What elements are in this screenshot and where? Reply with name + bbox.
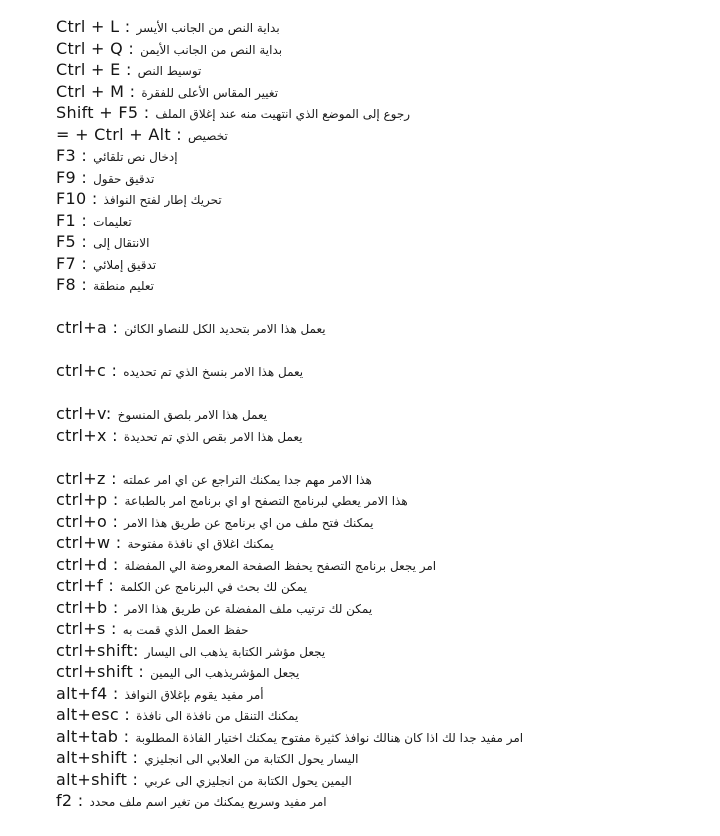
shortcut-line (56, 167, 696, 189)
shortcut-description: تخصيص (187, 128, 228, 143)
shortcut-description: أمر مفيد يقوم بإغلاق النوافذ (124, 687, 264, 702)
shortcut-description: يعمل هذا الامر بقص الذي تم تحديدة (123, 429, 303, 444)
shortcut-description: توسيط النص (137, 64, 202, 78)
shortcut-key: Ctrl + Q : (56, 38, 135, 58)
shortcut-key: alt+shift : (56, 748, 139, 767)
shortcut-line (56, 640, 696, 662)
shortcut-line (56, 253, 696, 275)
shortcut-description: يمكن لك بحث في البرنامج عن الكلمة (120, 580, 307, 594)
shortcut-line (56, 726, 696, 748)
shortcut-line (56, 145, 696, 167)
shortcut-description: يعمل هذا الامر بنسخ الذي تم تحديده (123, 365, 304, 379)
shortcut-line (56, 102, 696, 124)
shortcut-key: Ctrl + L : (56, 17, 131, 36)
shortcut-key: F7 : (56, 253, 88, 273)
shortcut-line (56, 511, 696, 533)
shortcut-description: يمكن لك ترتيب ملف المفضلة عن طريق هذا الامر (124, 601, 373, 616)
blank-line (56, 339, 696, 361)
shortcut-key: ctrl+c : (56, 361, 118, 380)
shortcut-key: f2 : (56, 791, 84, 810)
shortcut-line (56, 59, 696, 81)
shortcut-description: يعمل هذا الامر بتحديد الكل للنصاو الكائن (124, 322, 326, 336)
shortcut-key: F9 : (56, 167, 88, 187)
shortcut-description: تعليم منطقة (93, 279, 154, 293)
select-all-group (56, 317, 696, 339)
shortcut-line (56, 704, 696, 726)
shortcut-key: ctrl+b : (56, 597, 119, 617)
shortcut-line (56, 317, 696, 339)
shortcut-description: يمكنك التنقل من نافذة الى نافذة (136, 709, 299, 723)
shortcut-description: رجوع إلى الموضع الذي انتهيت منه عند إغلاق الملف (155, 107, 411, 121)
shortcuts-document (56, 16, 696, 812)
shortcut-key: ctrl+shift : (56, 662, 145, 681)
shortcut-description: هذا الامر مهم جدا يمكنك التراجع عن اي امر عملته (122, 472, 372, 487)
shortcut-line (56, 38, 696, 60)
shortcut-key: Ctrl + M : (56, 81, 136, 101)
shortcut-line (56, 360, 696, 382)
shortcut-description: يجعل المؤشريذهب الى اليمين (150, 666, 300, 680)
copy-group (56, 360, 696, 382)
shortcut-key: F3 : (56, 146, 88, 165)
shortcut-key: alt+tab : (56, 726, 130, 746)
shortcut-description: تدقيق إملائي (93, 257, 157, 272)
shortcut-key: Shift + F5 : (56, 103, 150, 122)
shortcut-description: تعليمات (93, 214, 132, 229)
shortcut-key: ctrl+v: (56, 404, 112, 423)
shortcut-key: ctrl+a : (56, 318, 119, 337)
shortcut-description: امر مفيد وسريع يمكنك من تغير اسم ملف محدد (89, 795, 327, 809)
shortcut-line (56, 769, 696, 791)
shortcut-key: Ctrl + E : (56, 60, 132, 79)
shortcut-description: يمكنك فتح ملف من اي برنامج عن طريق هذا الامر (124, 515, 374, 530)
function-keys-group (56, 16, 696, 296)
shortcut-description: تدقيق حقول (93, 171, 155, 186)
shortcut-line (56, 683, 696, 705)
shortcut-description: تحريك إطار لفتح النوافذ (103, 193, 222, 207)
shortcut-line (56, 468, 696, 490)
blank-line (56, 296, 696, 318)
shortcut-line (56, 274, 696, 296)
shortcut-line (56, 489, 696, 511)
shortcut-description: تغيير المقاس الأعلى للفقرة (141, 85, 279, 100)
shortcut-key: ctrl+s : (56, 619, 117, 638)
general-shortcuts-group (56, 468, 696, 812)
shortcut-line (56, 661, 696, 683)
shortcut-line (56, 403, 696, 425)
shortcut-description: اليسار يحول الكتابة من العلابي الى انجليزي (144, 752, 359, 766)
shortcut-key: ctrl+p : (56, 490, 119, 509)
shortcut-key: ctrl+f : (56, 576, 115, 595)
shortcut-line (56, 597, 696, 619)
shortcut-key: F10 : (56, 189, 98, 208)
shortcut-line (56, 532, 696, 554)
shortcut-description: يمكنك اغلاق اي نافذة مفتوحة (127, 537, 274, 551)
shortcut-key: ctrl+z : (56, 468, 117, 488)
shortcut-key: alt+esc : (56, 705, 131, 724)
shortcut-line (56, 231, 696, 253)
shortcut-key: ctrl+d : (56, 554, 119, 574)
blank-line (56, 446, 696, 468)
shortcut-line (56, 124, 696, 146)
shortcut-description: يجعل مؤشر الكتابة يذهب الى اليسار (144, 644, 326, 659)
shortcut-line (56, 188, 696, 210)
shortcut-line (56, 790, 696, 812)
shortcut-description: الانتقال إلى (93, 236, 150, 250)
paste-cut-group (56, 403, 696, 446)
shortcut-key: alt+f4 : (56, 683, 119, 703)
shortcut-line (56, 575, 696, 597)
shortcut-description: امر مفيد جدا لك اذا كان هنالك نوافذ كثيرة مفتوح يمكنك اختيار الفاذة المطلوبة (135, 730, 524, 745)
shortcut-key: alt+shift : (56, 769, 139, 789)
shortcut-line (56, 425, 696, 447)
shortcut-line (56, 554, 696, 576)
shortcut-line (56, 618, 696, 640)
shortcut-description: إدخال نص تلقائي (93, 150, 178, 164)
shortcut-line (56, 16, 696, 38)
shortcut-key: ctrl+w : (56, 533, 122, 552)
shortcut-description: هذا الامر يعطي لبرنامج التصفح او اي برنامج امر بالطباعة (124, 494, 408, 508)
shortcut-line (56, 81, 696, 103)
shortcut-key: ctrl+o : (56, 511, 119, 531)
shortcut-description: امر يجعل برنامج التصفح يحفظ الصفحة المعروضة الي المفضلة (124, 558, 437, 573)
shortcut-description: يعمل هذا الامر بلصق المنسوخ (117, 408, 268, 422)
shortcut-key: F1 : (56, 210, 88, 230)
shortcut-key: F5 : (56, 232, 88, 251)
shortcut-description: بداية النص من الجانب الأيمن (140, 42, 283, 57)
shortcut-description: حفظ العمل الذي قمت به (122, 623, 249, 637)
shortcut-line (56, 210, 696, 232)
blank-line (56, 382, 696, 404)
shortcut-key: ctrl+x : (56, 425, 118, 445)
shortcut-key: F8 : (56, 275, 88, 294)
shortcut-description: بداية النص من الجانب الأيسر (136, 21, 280, 35)
shortcut-line (56, 747, 696, 769)
shortcut-key: = + Ctrl + Alt : (56, 124, 182, 144)
shortcut-key: ctrl+shift: (56, 640, 139, 660)
shortcut-description: اليمين يحول الكتابة من انجليزي الى عربي (144, 773, 352, 788)
